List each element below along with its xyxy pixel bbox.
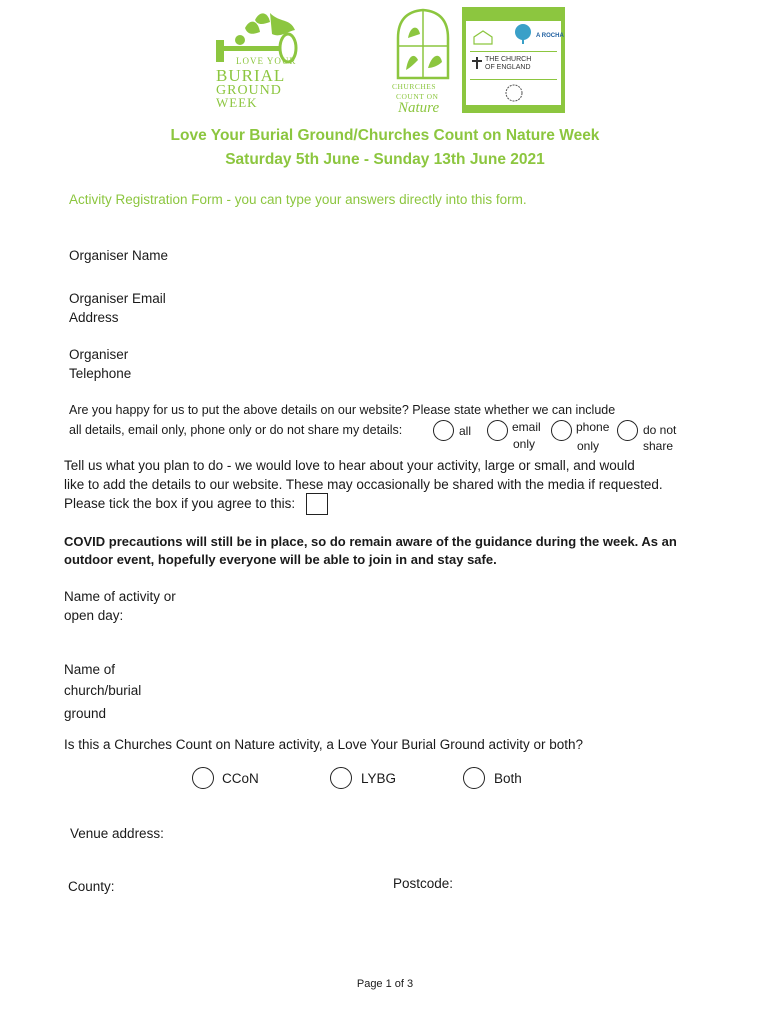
activity-name-label-1: Name of activity or — [64, 589, 176, 604]
arocha-logo-text: A ROCHA — [536, 33, 564, 39]
organiser-name-input[interactable] — [200, 242, 680, 266]
lybg-logo-line2: BURIAL — [216, 66, 286, 85]
church-name-label-1: Name of — [64, 662, 116, 677]
plan-text-line3: Please tick the box if you agree to this: — [64, 496, 296, 511]
plan-text-line1: Tell us what you plan to do - we would love to hear about your activity, large or small, and would — [64, 458, 635, 473]
ccon-logo-line3: Nature — [398, 100, 440, 116]
organiser-name-label: Organiser Name — [69, 248, 169, 263]
share-all-radio[interactable] — [433, 420, 454, 441]
partners-logo-box — [462, 7, 565, 113]
organiser-telephone-label-1: Organiser — [69, 347, 129, 362]
share-phone-only-label-2: only — [577, 439, 600, 453]
media-consent-checkbox[interactable] — [306, 493, 328, 515]
postcode-input[interactable] — [460, 870, 680, 896]
form-subtitle: Activity Registration Form - you can type your answers directly into this form. — [69, 192, 527, 207]
activity-type-question: Is this a Churches Count on Nature activity, a Love Your Burial Ground activity or both? — [64, 737, 584, 752]
coe-logo-line2: OF ENGLAND — [485, 64, 531, 71]
cross-icon — [472, 57, 482, 69]
both-label: Both — [494, 771, 522, 786]
coe-logo-line1: THE CHURCH — [485, 56, 532, 63]
tree-icon — [512, 23, 534, 45]
organiser-email-label-2: Address — [69, 310, 119, 325]
activity-name-input[interactable] — [200, 586, 680, 626]
lybg-label: LYBG — [361, 771, 397, 786]
form-title-line2: Saturday 5th June - Sunday 13th June 2021 — [225, 151, 545, 168]
organiser-email-label-1: Organiser Email — [69, 291, 166, 306]
church-name-label-3: ground — [64, 706, 107, 721]
lybg-logo-line1: LOVE YOUR — [236, 56, 297, 66]
ccon-label: CCoN — [222, 771, 259, 786]
page-number: Page 1 of 3 — [356, 978, 414, 990]
church-name-input[interactable] — [200, 660, 680, 720]
venue-address-input[interactable] — [180, 820, 680, 860]
lybg-logo-line4: WEEK — [216, 95, 258, 110]
form-title-line1: Love Your Burial Ground/Churches Count on Nature Week — [170, 127, 600, 144]
ccon-logo-line2: COUNT ON — [396, 92, 439, 101]
activity-name-label-2: open day: — [64, 608, 124, 623]
postcode-label: Postcode: — [393, 876, 454, 891]
partners-logo-inner — [466, 21, 564, 105]
website-question-line1: Are you happy for us to put the above details on our website? Please state whether we can include — [69, 403, 616, 417]
partner-divider — [470, 51, 557, 52]
organiser-email-input[interactable] — [200, 290, 680, 326]
ccon-logo-line1: CHURCHES — [392, 82, 437, 91]
website-question-line2: all details, email only, phone only or do not share my details: — [69, 423, 403, 437]
lybg-logo-line3: GROUND — [216, 83, 282, 98]
county-label: County: — [68, 879, 115, 894]
share-email-only-label-1: email — [512, 420, 541, 434]
ccon-radio[interactable] — [192, 767, 214, 789]
county-input[interactable] — [125, 872, 375, 898]
do-not-share-label-1: do not — [643, 423, 677, 437]
both-radio[interactable] — [463, 767, 485, 789]
venue-address-label: Venue address: — [70, 826, 164, 841]
do-not-share-label-2: share — [643, 439, 674, 453]
churches-count-on-nature-logo — [392, 8, 454, 116]
lybg-radio[interactable] — [330, 767, 352, 789]
share-email-only-label-2: only — [513, 437, 536, 451]
small-church-icon — [472, 29, 494, 45]
church-window-icon — [392, 8, 454, 80]
love-your-burial-ground-logo — [210, 8, 310, 110]
share-phone-only-label-1: phone — [576, 420, 610, 434]
do-not-share-radio[interactable] — [617, 420, 638, 441]
covid-notice-line1: COVID precautions will still be in place, so do remain aware of the guidance during the week. As an — [64, 534, 677, 549]
church-name-label-2: church/burial — [64, 683, 142, 698]
partner-divider-2 — [470, 79, 557, 80]
organiser-telephone-label-2: Telephone — [69, 366, 132, 381]
organiser-telephone-input[interactable] — [200, 346, 680, 382]
share-phone-only-radio[interactable] — [551, 420, 572, 441]
covid-notice-line2: outdoor event, hopefully everyone will be able to join in and stay safe. — [64, 552, 497, 567]
wreath-icon — [504, 83, 524, 103]
share-all-label: all — [459, 424, 472, 438]
share-email-only-radio[interactable] — [487, 420, 508, 441]
plan-text-line2: like to add the details to our website. These may occasionally be shared with the media if requested. — [64, 477, 663, 492]
